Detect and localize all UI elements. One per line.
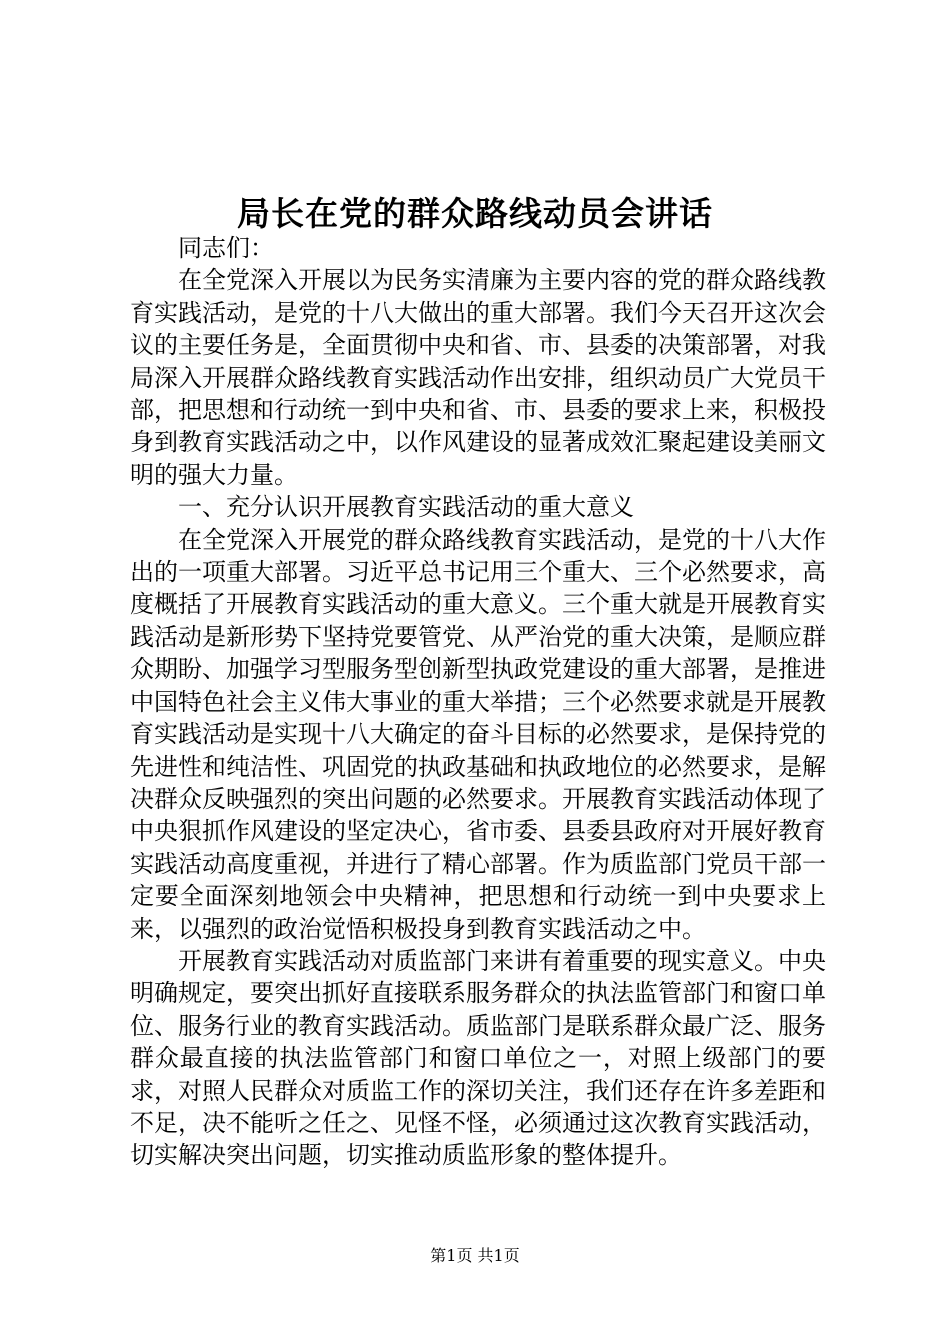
document-body: [130, 232, 826, 1172]
paragraph-intro: 在全党深入开展以为民务实清廉为主要内容的党的群众路线教育实践活动，是党的十八大做出的重大部署。我们今天召开这次会议的主要任务是，全面贯彻中央和省、市、县委的决策部署，对我局深入开展群众路线教育实践活动作出安排，组织动员广大党员干部，把思想和行动统一到中央和省、市、县委的要求上来，积极投身到教育实践活动之中，以作风建设的显著成效汇聚起建设美丽文明的强大力量。: [130, 266, 826, 489]
paragraph-significance: 在全党深入开展党的群众路线教育实践活动，是党的十八大作出的一项重大部署。习近平总书记用三个重大、三个必然要求，高度概括了开展教育实践活动的重大意义。三个重大就是开展教育实践活动是新形势下坚持党要管党、从严治党的重大决策，是顺应群众期盼、加强学习型服务型创新型执政党建设的重大部署，是推进中国特色社会主义伟大事业的重大举措；三个必然要求就是开展教育实践活动是实现十八大确定的奋斗目标的必然要求，是保持党的先进性和纯洁性、巩固党的执政基础和执政地位的必然要求，是解决群众反映强烈的突出问题的必然要求。开展教育实践活动体现了中央狠抓作风建设的坚定决心，省市委、县委县政府对开展好教育实践活动高度重视，并进行了精心部署。作为质监部门党员干部一定要全面深刻地领会中央精神，把思想和行动统一到中央要求上来，以强烈的政治觉悟积极投身到教育实践活动之中。: [130, 525, 826, 943]
paragraph-practical-meaning: 开展教育实践活动对质监部门来讲有着重要的现实意义。中央明确规定，要突出抓好直接联系服务群众的执法监管部门和窗口单位、服务行业的教育实践活动。质监部门是联系群众最广泛、服务群众最直接的执法监管部门和窗口单位之一，对照上级部门的要求，对照人民群众对质监工作的深切关注，我们还存在许多差距和不足，决不能听之任之、见怪不怪，必须通过这次教育实践活动，切实解决突出问题，切实推动质监形象的整体提升。: [130, 946, 826, 1170]
section-heading-1: 一、充分认识开展教育实践活动的重大意义: [178, 493, 634, 522]
salutation: 同志们：: [178, 234, 274, 262]
page-footer: 第1页 共1页: [430, 1246, 520, 1265]
document-title: 局长在党的群众路线动员会讲话: [237, 194, 713, 233]
